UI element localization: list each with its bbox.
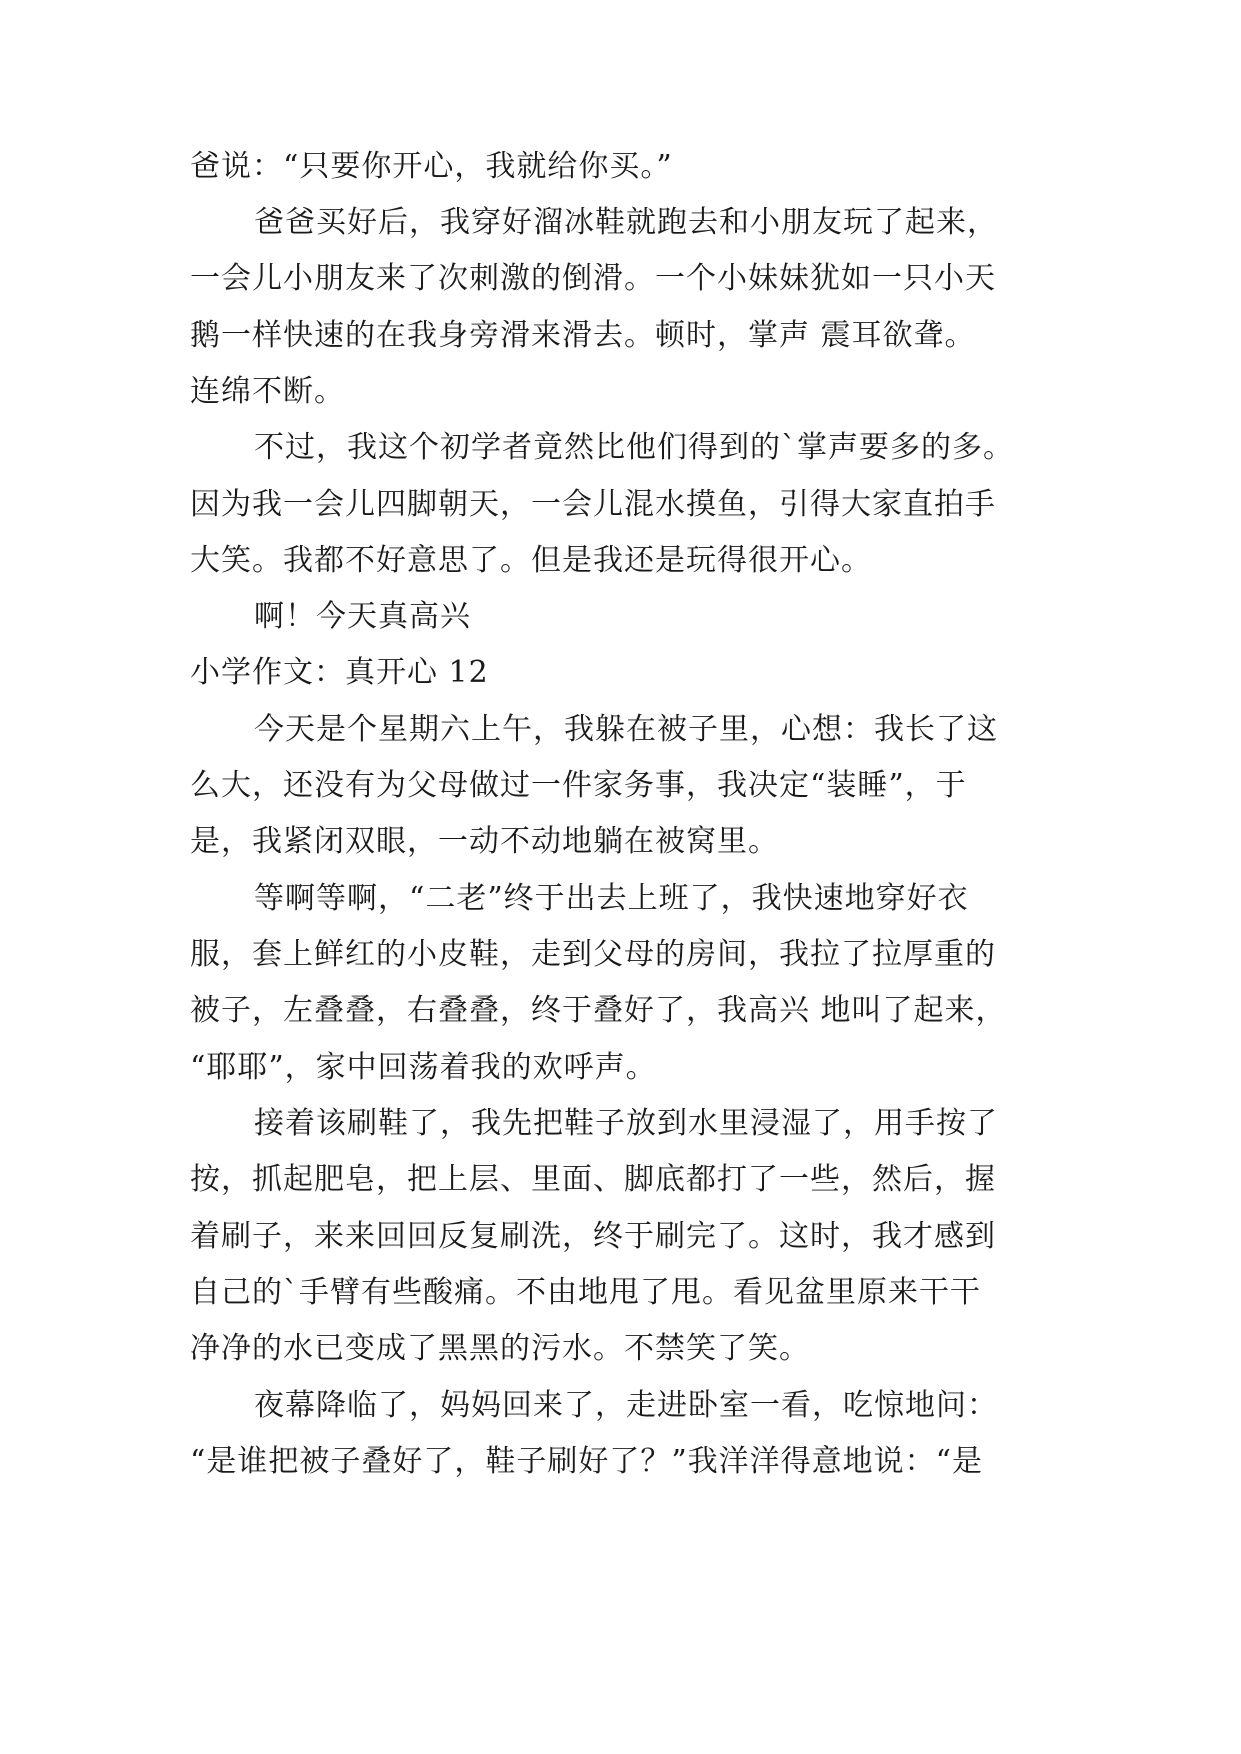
text-line: 连绵不断。 [190, 374, 345, 409]
text-line: 鹅一样快速的在我身旁滑来滑去。顿时，掌声 震耳欲聋。 [190, 318, 976, 353]
text-line: 小学作文：真开心 12 [190, 655, 489, 690]
text-line: 按，抓起肥皂，把上层、里面、脚底都打了一些，然后，握 [190, 1162, 996, 1197]
text-line: 被子，左叠叠，右叠叠，终于叠好了，我高兴 地叫了起来， [190, 993, 1007, 1028]
text-line: 啊！今天真高兴 [254, 599, 471, 634]
text-line: 接着该刷鞋了，我先把鞋子放到水里浸湿了，用手按了 [254, 1106, 998, 1141]
text-line: 大笑。我都不好意思了。但是我还是玩得很开心。 [190, 543, 872, 578]
text-line: 夜幕降临了，妈妈回来了，走进卧室一看，吃惊地问： [254, 1388, 998, 1423]
text-line: 因为我一会儿四脚朝天，一会儿混水摸鱼，引得大家直拍手 [190, 487, 996, 522]
text-line: 不过，我这个初学者竟然比他们得到的`掌声要多的多。 [254, 430, 1014, 465]
text-line: 一会儿小朋友来了次刺激的倒滑。一个小妹妹犹如一只小天 [190, 261, 996, 296]
text-line: 爸爸买好后，我穿好溜冰鞋就跑去和小朋友玩了起来， [254, 205, 998, 240]
text-line: 自己的`手臂有些酸痛。不由地甩了甩。看见盆里原来干干 [190, 1275, 981, 1310]
text-line: 着刷子，来来回回反复刷洗，终于刷完了。这时，我才感到 [190, 1219, 996, 1254]
text-line: 今天是个星期六上午，我躲在被子里，心想：我长了这 [254, 712, 998, 747]
text-line: 净净的水已变成了黑黑的污水。不禁笑了笑。 [190, 1331, 810, 1366]
text-line: “耶耶”，家中回荡着我的欢呼声。 [190, 1050, 657, 1085]
text-line: 是，我紧闭双眼，一动不动地躺在被窝里。 [190, 824, 779, 859]
text-line: 服，套上鲜红的小皮鞋，走到父母的房间，我拉了拉厚重的 [190, 937, 996, 972]
text-line: 等啊等啊，“二老”终于出去上班了，我快速地穿好衣 [254, 881, 969, 916]
text-line: 么大，还没有为父母做过一件家务事，我决定“装睡”，于 [190, 768, 967, 803]
text-line: “是谁把被子叠好了，鞋子刷好了？”我洋洋得意地说：“是 [190, 1444, 984, 1479]
text-line: 爸说：“只要你开心，我就给你买。” [190, 149, 673, 184]
